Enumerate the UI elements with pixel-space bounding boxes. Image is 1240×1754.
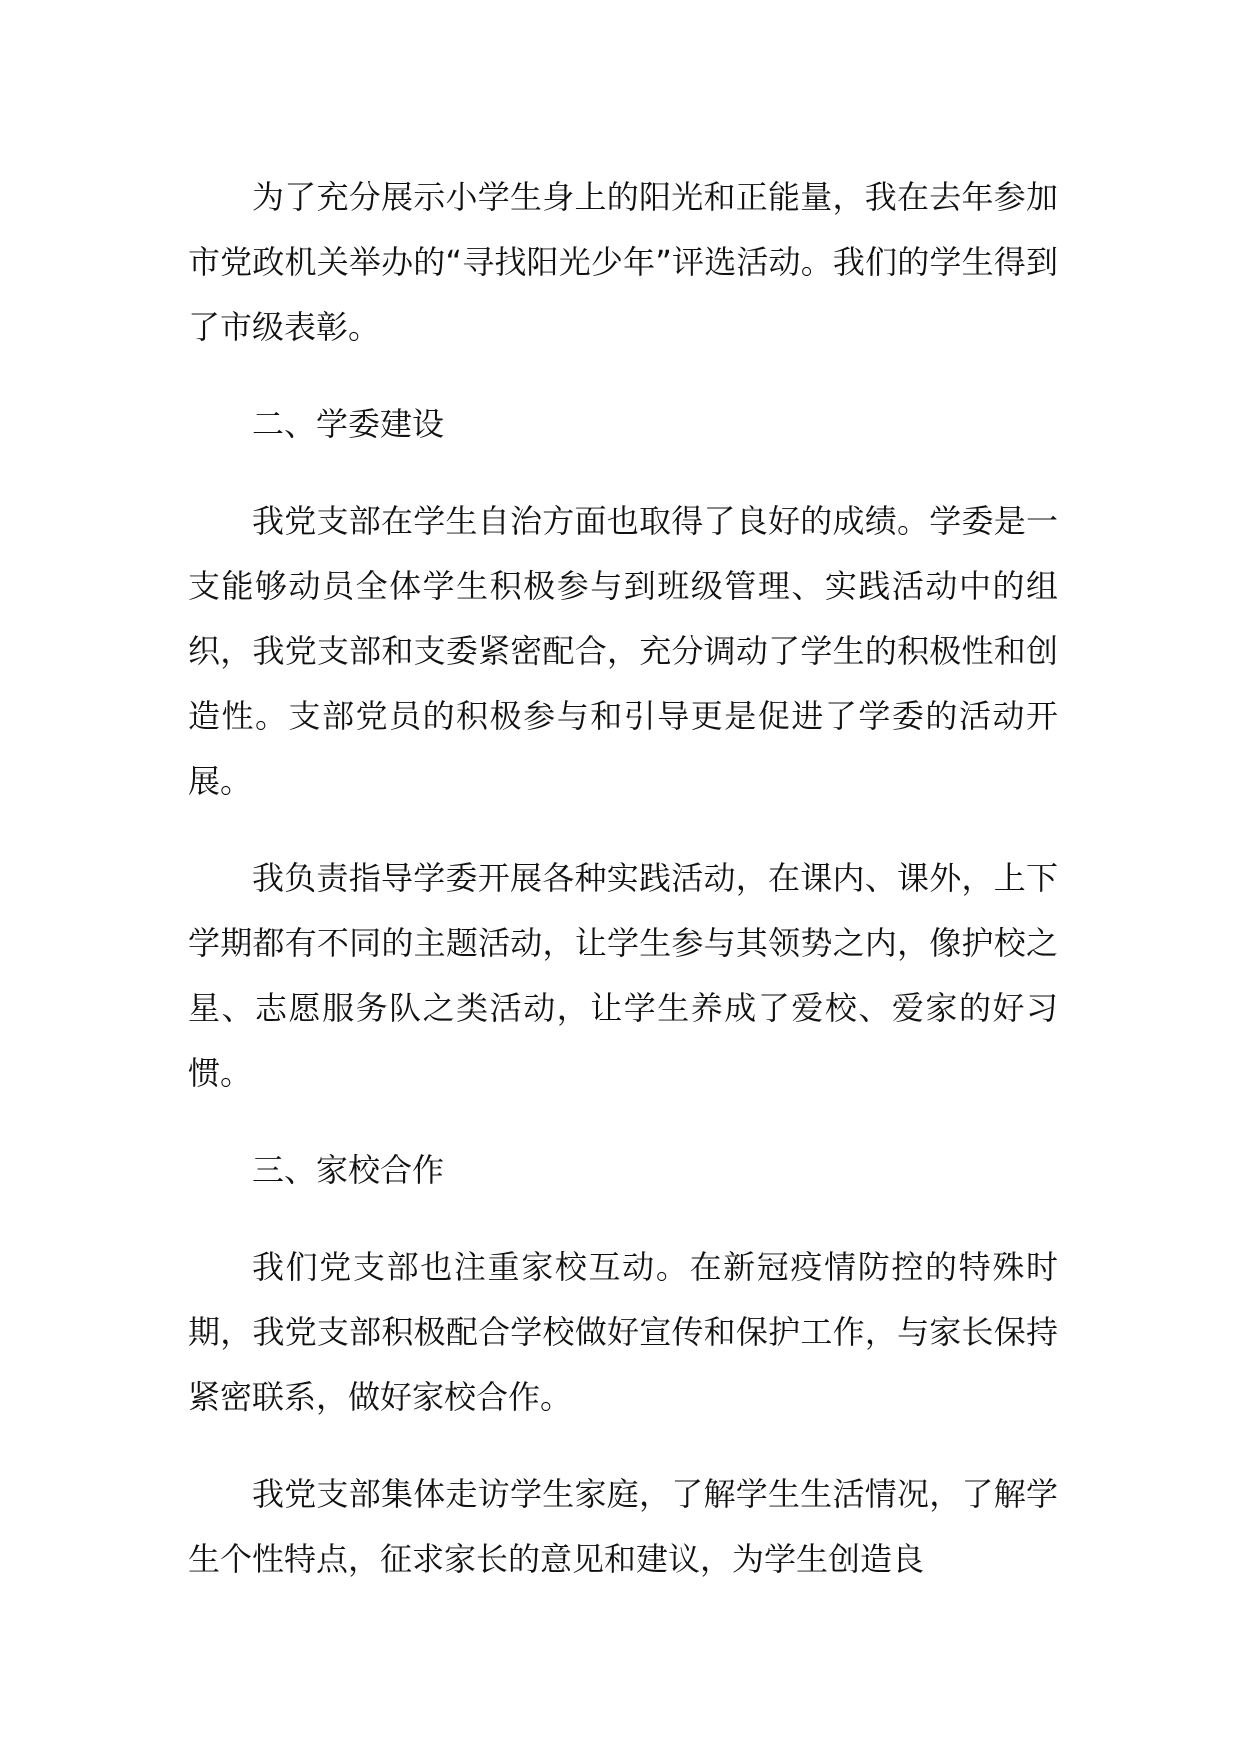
paragraph-home-visits: 我党支部集体走访学生家庭，了解学生生活情况，了解学生个性特点，征求家长的意见和建议，为学生创造良	[188, 1475, 1058, 1578]
section-heading-home-school: 三、家校合作	[252, 1151, 445, 1189]
section-heading-study-committee: 二、学委建设	[252, 405, 445, 443]
document-page	[188, 165, 1058, 1624]
paragraph-student-autonomy: 我党支部在学生自治方面也取得了良好的成绩。学委是一支能够动员全体学生积极参与到班级管理、实践活动中的组织，我党支部和支委紧密配合，充分调动了学生的积极性和创造性。支部党员的积极参与和引导更是促进了学委的活动开展。	[188, 502, 1058, 800]
paragraph-sunshine-youth: 为了充分展示小学生身上的阳光和正能量，我在去年参加市党政机关举办的“寻找阳光少年”评选活动。我们的学生得到了市级表彰。	[188, 178, 1058, 346]
paragraph-practice-activities: 我负责指导学委开展各种实践活动，在课内、课外，上下学期都有不同的主题活动，让学生参与其领势之内，像护校之星、志愿服务队之类活动，让学生养成了爱校、爱家的好习惯。	[188, 859, 1058, 1092]
paragraph-home-school-interaction: 我们党支部也注重家校互动。在新冠疫情防控的特殊时期，我党支部积极配合学校做好宣传和保护工作，与家长保持紧密联系，做好家校合作。	[188, 1248, 1058, 1416]
